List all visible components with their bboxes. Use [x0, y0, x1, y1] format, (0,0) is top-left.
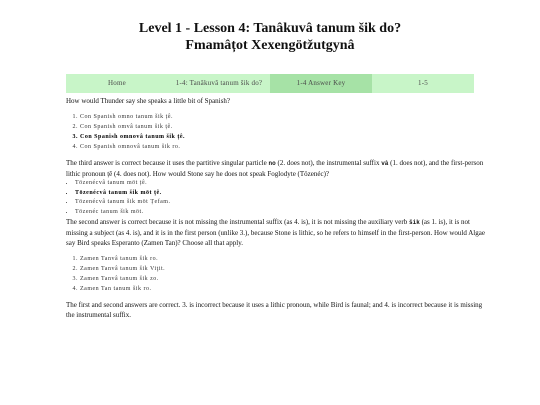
answer-1-explanation: [66, 158, 486, 179]
option-item: • Tözenéc tanum šik möt.: [75, 208, 486, 218]
option-item: • Tözenécvâ tanum möt țê.: [75, 179, 486, 189]
answer-text: The third answer is correct because it uses the partitive singular particle: [66, 159, 269, 167]
answer-2-explanation: [66, 217, 486, 248]
answer-text: (2. does not), the instrumental suffix: [275, 159, 382, 167]
question-3-options: [66, 254, 486, 294]
answer-text: (1. does not), and the first-person lithic pronoun țê (4. does not). How would Stone say he does not speak Foglodyte (Tözenéc)?: [66, 159, 484, 178]
option-item: 4. Con Spanish omnovâ tanum šik ro.: [80, 142, 486, 152]
tab-home[interactable]: Home: [108, 79, 126, 87]
tab-lesson-1-5[interactable]: 1-5: [418, 79, 428, 87]
tab-answer-key[interactable]: 1-4 Answer Key: [270, 74, 372, 93]
question-2-options: [66, 179, 486, 217]
option-item: 3. Zamen Tanvâ tanum šik zo.: [80, 274, 486, 284]
particle-term: no: [268, 160, 276, 167]
option-item: 2. Zamen Tanvâ tanum šik Viţit.: [80, 264, 486, 274]
answer-3-explanation: The first and second answers are correct. 3. is incorrect because it uses a lithic pronoun, while Bird is faunal; and 4. is incorrect because it is missing the instrumental suffix.: [66, 301, 483, 319]
answer-text: The second answer is correct because it is not missing the instrumental suffix (as 4. is), it is not missing the auxiliary verb: [66, 218, 409, 226]
lesson-nav-tabs: [66, 74, 474, 93]
tab-lesson-1-4[interactable]: 1-4: Tanâkuvâ tanum šik do?: [175, 79, 263, 87]
option-item: 2. Con Spanish omvâ tanum šik țê.: [80, 122, 486, 132]
option-item: 1. Zamen Tanvâ tanum šik ro.: [80, 254, 486, 264]
question-1: How would Thunder say she speaks a little bit of Spanish?: [66, 97, 230, 105]
question-1-options: [66, 112, 486, 152]
suffix-term: vâ: [381, 160, 389, 167]
answer-text: (as 1. is), it is not missing a subject (as 4. is), and it is in the first person (unlike 3.), because Stone is lithic, so he refers to himself in the first-person. How would Algae say Bird speaks Esperanto (Zamen Tan)? Choose all that apply.: [66, 218, 485, 247]
answer-key-content: [66, 96, 486, 320]
correct-option-item: 3. Con Spanish omnovâ tanum šik țê.: [80, 132, 486, 142]
title-line-1: Level 1 - Lesson 4: Tanâkuvâ tanum šik do?: [138, 21, 402, 36]
title-line-2: Fmamâțot Xexengötžutgynâ: [185, 38, 355, 53]
verb-term: šik: [409, 219, 420, 226]
correct-option-item: • Tözenécvâ tanum šik möt țê.: [75, 189, 486, 199]
option-item: 4. Zamen Tan tanum šik ro.: [80, 284, 486, 294]
option-item: • Tözenécvâ tanum šik möt Țefam.: [75, 198, 486, 208]
option-item: 1. Con Spanish omno tanum šik țê.: [80, 112, 486, 122]
page-title: [0, 20, 540, 54]
